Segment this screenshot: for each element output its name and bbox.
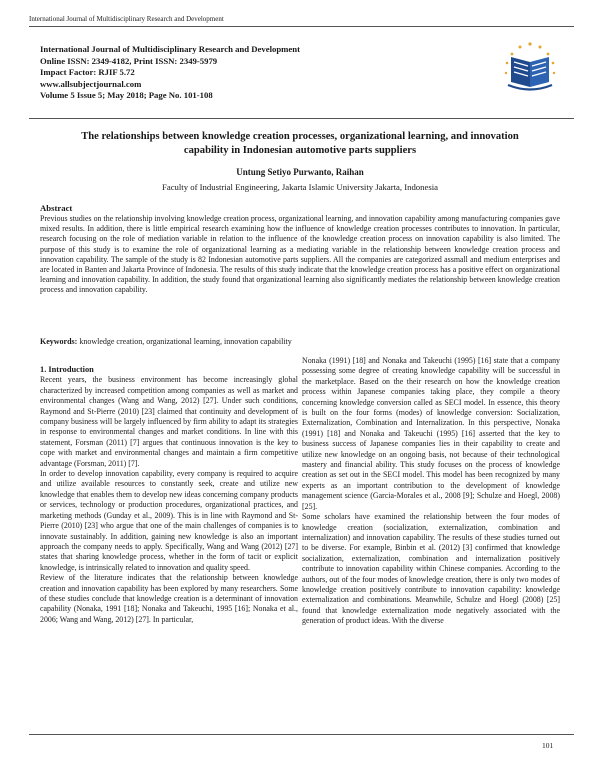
paragraph: In order to develop innovation capability, every company is required to acquire and utilize available resources to constantly seek, create and utilize new knowledge that enables them to develop new ideas concerning company products or services, technology or production procedures, organizational practices, and marketing methods (Gunday et al., 2009). This is in line with Raymond and St-Pierre (2010) [23] who argue that one of the main challenges of companies is to innovate sustainably. In addition, gaining new knowledge is also an important approach the company needs to apply. Specifically, Wang and Wang (2012) [27] states that sharing knowledge process, whether in the form of tacit or explicit knowledge, is intrinsically related to innovation and quality speed. <box>40 469 298 572</box>
article-authors: Untung Setiyo Purwanto, Raihan <box>236 167 364 177</box>
keywords-label: Keywords: <box>40 337 78 346</box>
keywords-text: knowledge creation, organizational learning, innovation capability <box>79 337 292 346</box>
paragraph: Review of the literature indicates that the relationship between knowledge creation and innovation capability has been explored by many researchers. Some of these studies conclude that knowledge creation is a determinant of innovation capability (Nonaka, 1991 [18]; Nonaka and Takeuchi, 1995 [16]; Nonaka et al., 2006; Wang and Wang, 2012) [27]. In particular, <box>40 573 298 624</box>
paragraph: Some scholars have examined the relationship between the four modes of knowledge creation (socialization, externalization, combination and internalization) and innovation capability. The results of these studies turned out to be diverse. For example, Binbin et al. (2012) [3] confirmed that knowledge socialization, externalization, combination and internalization positively contribute to innovation capability within Chinese companies. According to the authors, out of the four modes of knowledge creation, there is only two modes of knowledge creation positively contribute to innovation capability: knowledge externalization and combinations. Meanwhile, Schulze and Hoegl (2008) [25] found that knowledge externalization mode negatively associated with the generation of product ideas. With the diverse <box>302 512 560 626</box>
keywords-line <box>40 337 560 346</box>
journal-volume: Volume 5 Issue 5; May 2018; Page No. 101-108 <box>40 90 213 101</box>
section-heading: 1. Introduction <box>40 365 94 374</box>
footer-rule <box>29 734 574 735</box>
logo-book <box>508 57 552 90</box>
paragraph: Nonaka (1991) [18] and Nonaka and Takeuchi (1995) [16] state that a company possessing some degree of creating knowledge capability will be successful in the marketplace. Based on the their research on how the knowledge creation process within Japanese companies taking place, they compile a theory concerning knowledge conversion called as SECI model. In essence, this theory is built on the four forms (modes) of knowledge conversion: Socialization, Externalization, Combination and Internalization. In this perspective, Nonaka (1991) [18] and Nonaka and Takeuchi (1995) [16] asserted that the key to business success of Japanese companies lies in their capability to create and utilize new knowledge on an ongoing basis, not because of their technological mastery and financial ability. This study focuses on the process of knowledge creation as set out in the SECI model. This model has been recognized by many experts as an important contribution to the development of knowledge management science (Garcia-Morales et al., 2008 [9]; Schulze and Hoegl, 2008) [25]. <box>302 356 560 511</box>
right-column <box>302 356 560 627</box>
paragraph: Recent years, the business environment has become increasingly global characterized by increased competition among companies as well as market and environmental changes (Wang and Wang, 2012) [27]. Under such conditions, Raymond and St-Pierre (2010) [23] claimed that continuity and development of company business will be largely influenced by firm ability to adapt its strategies in response to environmental changes and market conditions. In line with this statement, Forsman (2011) [7] argues that continuous innovation is the key to cope with market and environmental changes and maintain a firm competitive advantage (Forsman, 2011) [7]. <box>40 375 298 468</box>
abstract-heading: Abstract <box>40 203 73 213</box>
journal-issn: Online ISSN: 2349-4182, Print ISSN: 2349-5979 <box>40 55 218 66</box>
journal-info <box>40 44 300 102</box>
left-column <box>40 365 298 625</box>
masthead-rule <box>29 118 574 119</box>
journal-name: International Journal of Multidisciplinary Research and Development <box>40 44 300 54</box>
article-affiliation: Faculty of Industrial Engineering, Jakarta Islamic University Jakarta, Indonesia <box>162 182 438 192</box>
article-title: The relationships between knowledge creation processes, organizational learning, and innovation capability in Indonesian automotive parts suppliers <box>81 131 519 156</box>
journal-impact: Impact Factor: RJIF 5.72 <box>40 67 135 78</box>
journal-website[interactable]: www.allsubjectjournal.com <box>40 78 142 89</box>
page-number: 101 <box>542 741 554 750</box>
header-rule <box>29 26 574 27</box>
abstract-text: Previous studies on the relationship involving knowledge creation process, organizational learning, and innovation capability among manufacturing companies gave mixed results. In addition, there is little empirical research examining how the influence of knowledge creation processes contributes to innovation. In particular, research focusing on the role of mediation variable in relation to the influence of the knowledge creation process on innovation capability is also limited. The purpose of this study is to examine the role of organizational learning as a mediating variable in the relationship between knowledge creation process and innovation capability. The sample of the study is 82 Indonesian automotive parts suppliers. All the companies are categorized assmall and medium enterprises and are located in Banten and Jakarta Province of Indonesia. The results of this study indicate that the knowledge creation process has a positive effect on organizational learning and innovation capability. In addition, the study found that organizational learning also significantly mediates the relationship between knowledge creation process and innovation capability. <box>40 214 560 295</box>
running-header: International Journal of Multidisciplinary Research and Development <box>29 15 224 23</box>
journal-logo-icon <box>498 36 562 100</box>
